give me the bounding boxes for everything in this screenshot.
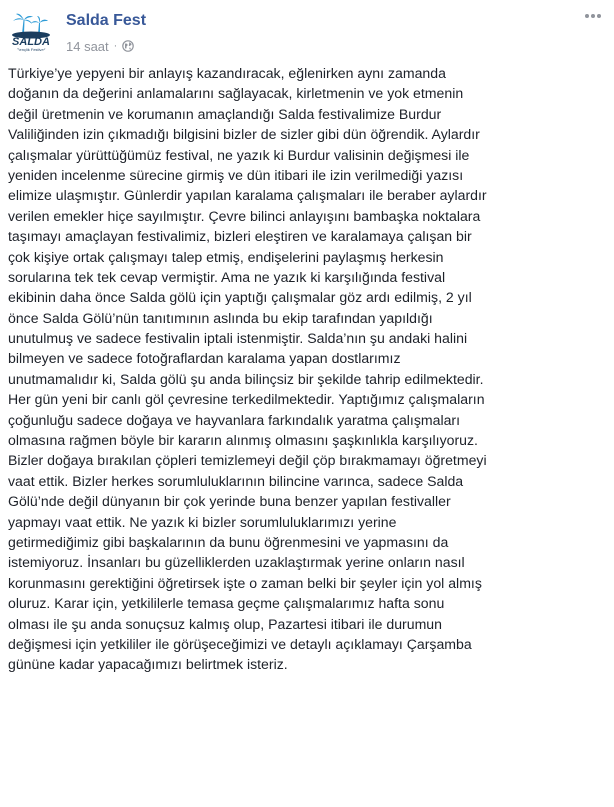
post-text-line: önce Salda Gölü’nün tanıtımının aslında bu ekip tarafından yapıldığı [8, 309, 433, 326]
page-name-link[interactable]: Salda Fest [66, 12, 147, 29]
post-text-line: taşımayı amaçlayan festivalimiz, bizleri eleştiren ve karalamaya çalışan bir [8, 228, 472, 245]
page-avatar[interactable] [8, 8, 54, 54]
meta-separator: · [113, 40, 118, 52]
post-text-line: gününe kadar yapacağımızı belirtmek isteriz. [8, 656, 288, 673]
more-horizontal-icon [582, 8, 604, 24]
logo-text: SALDA [12, 36, 50, 48]
post-text-line: bilmeyen ve sadece fotoğraflardan karalama yapan dostlarımız [8, 350, 401, 367]
post-text-line: yeniden incelenme sürecine girmiş ve dün itibari ile izin verilmediği yazısı [8, 166, 464, 183]
post-text-line: çalışmalar yürüttüğümüz festival, ne yazık ki Burdur valisinin değişmesi ile [8, 146, 470, 163]
post-text-line: Gölü’nde değil dünyanın bir çok yerinde buna benzer yapılan festivaller [8, 493, 451, 510]
post-text-line: oluruz. Karar için, yetkililerle temasa geçme çalışmalarımız hafta sonu [8, 595, 445, 612]
post-text-line: ekibinin daha önce Salda gölü için yaptığı çalışmalar göz ardı edilmiş, 2 yıl [8, 289, 472, 306]
post-text-line: unutulmuş ve sadece festivalin iptali istenmiştir. Salda’nın şu andaki halini [8, 330, 468, 347]
post-text-line: unutmamalıdır ki, Salda gölü şu anda bilinçsiz bir şekilde tahrip edilmektedir. [8, 370, 484, 387]
more-options-button[interactable] [582, 8, 604, 24]
post-text-line: verilen emekler hiçe sayılmıştır. Çevre bilinci anlayışını bambaşka noktalara [8, 207, 481, 224]
post-text-line: korunmasını gerektiğini öğretirsek işte o zaman belki bir şeyler için yol almış [8, 574, 482, 591]
post-text-line: çoğunluğu sadece doğaya ve hayvanlara farkındalık yaratma çalışmaları [8, 411, 461, 428]
post-text-line: sorularına tek tek cevap vermiştir. Ama ne yazık ki karşılığında festival [8, 268, 446, 285]
post-text-line: istemiyoruz. İnsanları bu güzelliklerden uzaklaştırmak yerine onların nasıl [8, 554, 465, 571]
post-header [0, 0, 614, 60]
post-text-line: getirmediğimiz gibi başkalarının da bunu öğrenmesini ve yapmasını da [8, 533, 449, 550]
post-text-line: yapmayı vaat ettik. Ne yazık ki bizler sorumluluklarımızı yerine [8, 513, 397, 530]
palm-trees [13, 14, 48, 34]
post-text-line: elimize ulaşmıştır. Günlerdir yapılan karalama çalışmaları ile beraber aylardır [8, 187, 487, 204]
post-timestamp[interactable]: 14 saat [66, 38, 109, 54]
post-text-line: Her gün yeni bir canlı göl çevresine terkedilmektedir. Yaptığımız çalışmaların [8, 391, 485, 408]
post-text-line: vaat ettik. Bizler herkes sorumluluklarının bilincine varınca, sadece Salda [8, 472, 464, 489]
logo-subtext: Gençlik Festivali [16, 47, 46, 52]
post-meta [66, 37, 134, 55]
globe-icon[interactable] [122, 40, 134, 52]
post-text-line: değil üretmenin ve korumanın amaçlandığı Salda festivalimize Burdur [8, 105, 442, 122]
post-text-line: çok kişiye ortak çalışmayı talep etmiş, endişelerini paylaşmış herkesin [8, 248, 444, 265]
post-text-line: olması ile şu anda sonuçsuz kalmış olup, Pazartesi itibari ile durumun [8, 615, 442, 632]
post-text-line: olmasına rağmen böyle bir kararın alınmış olmasını şaşkınlıkla karşılıyoruz. [8, 432, 478, 449]
post-body-text [8, 63, 611, 675]
post-text-line: değişmesi için yetkililer ile görüşeceğimizi ve detaylı açıklamayı Çarşamba [8, 635, 472, 652]
post-text-line: Valiliğinden izin çıkmadığı bilgisini bizler de sizler gibi dün öğrendik. Aylardır [8, 126, 480, 143]
salda-fest-logo-icon [8, 8, 54, 54]
post-text-line: Bizler doğaya bırakılan çöpleri temizlemeyi değil çöp bırakmamayı öğretmeyi [8, 452, 487, 469]
post-text-line: doğanın da değerini anlamalarını sağlayacak, kirletmenin ve yok etmenin [8, 85, 464, 102]
post-text-line: Türkiye’ye yepyeni bir anlayış kazandıracak, eğlenirken aynı zamanda [8, 65, 446, 81]
